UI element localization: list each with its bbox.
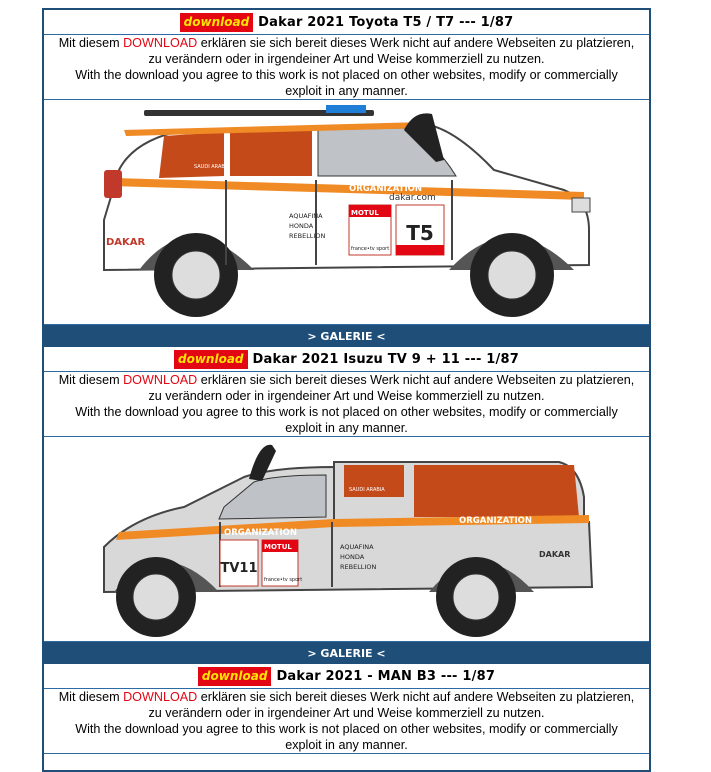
car-number: T5 bbox=[406, 221, 434, 245]
download-badge[interactable]: download bbox=[180, 13, 254, 32]
sponsor-text: HONDA bbox=[340, 553, 365, 561]
sponsor-text: MOTUL bbox=[264, 543, 292, 551]
dakar-logo: DAKAR bbox=[539, 550, 571, 559]
notice-text: Mit diesem bbox=[58, 373, 124, 387]
org-label-rear: ORGANIZATION bbox=[459, 516, 532, 526]
notice-text: zu verändern oder in irgendeiner Art und Weise kommerziell zu nutzen. bbox=[148, 706, 545, 720]
org-label: ORGANIZATION bbox=[349, 184, 422, 194]
site-label: dakar.com bbox=[389, 193, 436, 203]
notice-text: erklären sie sich bereit dieses Werk nicht auf andere Webseiten zu platzieren, bbox=[197, 690, 635, 704]
entry-title: Dakar 2021 Toyota T5 / T7 --- 1/87 bbox=[258, 14, 514, 30]
notice-text: exploit in any manner. bbox=[285, 421, 408, 435]
notice-text: zu verändern oder in irgendeiner Art und Weise kommerziell zu nutzen. bbox=[148, 52, 545, 66]
download-notice bbox=[44, 372, 649, 437]
notice-text: erklären sie sich bereit dieses Werk nicht auf andere Webseiten zu platzieren, bbox=[197, 373, 635, 387]
sponsor-text: HONDA bbox=[289, 222, 314, 230]
dakar-logo: DAKAR bbox=[106, 237, 146, 248]
notice-download-word: DOWNLOAD bbox=[123, 373, 198, 387]
toyota-car-illustration bbox=[44, 100, 649, 324]
downloads-frame bbox=[42, 8, 651, 772]
isuzu-preview-image[interactable] bbox=[44, 437, 649, 642]
entry-title-row bbox=[44, 347, 649, 372]
sponsor-text: AQUAFINA bbox=[340, 543, 374, 551]
org-label: ORGANIZATION bbox=[224, 528, 297, 538]
notice-text: Mit diesem bbox=[58, 36, 124, 50]
sponsor-text: REBELLION bbox=[289, 232, 326, 240]
car-number: TV11 bbox=[220, 561, 258, 576]
download-notice bbox=[44, 35, 649, 100]
sponsor-text: SAUDI ARABIA bbox=[194, 164, 230, 170]
notice-text: zu verändern oder in irgendeiner Art und Weise kommerziell zu nutzen. bbox=[148, 389, 545, 403]
entry-title-row bbox=[44, 664, 649, 689]
notice-text: With the download you agree to this work is not placed on other websites, modify or commercially bbox=[75, 68, 618, 82]
download-notice bbox=[44, 689, 649, 754]
sponsor-text: MOTUL bbox=[351, 209, 379, 217]
entry-title: Dakar 2021 Isuzu TV 9 + 11 --- 1/87 bbox=[252, 351, 519, 367]
download-badge[interactable]: download bbox=[198, 667, 272, 686]
sponsor-text: SAUDI ARABIA bbox=[349, 487, 385, 493]
sponsor-text: france•tv sport bbox=[264, 577, 303, 583]
download-badge[interactable]: download bbox=[174, 350, 248, 369]
sponsor-text: france•tv sport bbox=[351, 246, 390, 252]
notice-text: exploit in any manner. bbox=[285, 84, 408, 98]
notice-text: erklären sie sich bereit dieses Werk nicht auf andere Webseiten zu platzieren, bbox=[197, 36, 635, 50]
entry-title: Dakar 2021 - MAN B3 --- 1/87 bbox=[276, 668, 496, 684]
notice-text: With the download you agree to this work is not placed on other websites, modify or commercially bbox=[75, 722, 618, 736]
galerie-link[interactable]: > GALERIE < bbox=[44, 325, 649, 347]
notice-text: Mit diesem bbox=[58, 690, 124, 704]
notice-download-word: DOWNLOAD bbox=[123, 36, 198, 50]
galerie-link[interactable]: > GALERIE < bbox=[44, 642, 649, 664]
notice-download-word: DOWNLOAD bbox=[123, 690, 198, 704]
sponsor-text: AQUAFINA bbox=[289, 212, 323, 220]
notice-text: exploit in any manner. bbox=[285, 738, 408, 752]
isuzu-car-illustration bbox=[44, 437, 649, 641]
toyota-preview-image[interactable] bbox=[44, 100, 649, 325]
notice-text: With the download you agree to this work is not placed on other websites, modify or commercially bbox=[75, 405, 618, 419]
sponsor-text: REBELLION bbox=[340, 563, 377, 571]
entry-title-row bbox=[44, 10, 649, 35]
